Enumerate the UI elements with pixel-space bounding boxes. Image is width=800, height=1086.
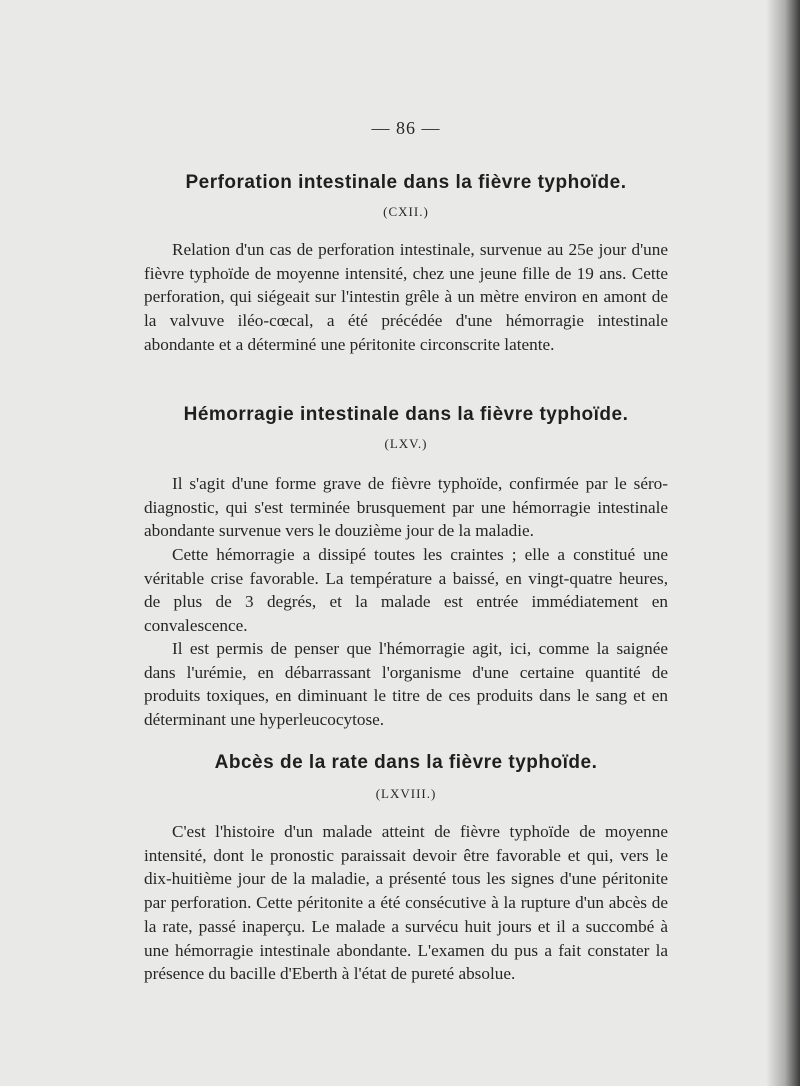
page-edge-shadow <box>766 0 800 1086</box>
paragraph: Cette hémorragie a dissipé toutes les craintes ; elle a constitué une véritable crise favorable. La température a baissé, en vingt-quatre heures, de plus de 3 degrés, et la malade est entrée immédiatement en convalescence. <box>144 545 668 636</box>
paragraph: Relation d'un cas de perforation intestinale, survenue au 25e jour d'une fièvre typhoïde de moyenne intensité, chez une jeune fille de 19 ans. Cette perforation, qui siégeait sur l'intestin grêle à un mètre environ en amont de la valvuve iléo-cœcal, a été précédée d'une hémorragie intestinale abondante et a déterminé une péritonite circonscrite latente. <box>144 240 668 354</box>
section-title: Perforation intestinale dans la fièvre typhoïde. <box>185 172 627 193</box>
paragraph: Il s'agit d'une forme grave de fièvre typhoïde, confirmée par le séro-diagnostic, qui s'est terminée brusquement par une hémorragie intestinale abondante survenue vers le douzième jour de la maladie. <box>144 474 668 541</box>
section-reference: (LXV.) <box>384 436 428 451</box>
paragraph: C'est l'histoire d'un malade atteint de fièvre typhoïde de moyenne intensité, dont le pronostic paraissait devoir être favorable et qui, vers le dix-huitième jour de la maladie, a présenté tous les signes d'une péritonite par perforation. Cette péritonite a été consécutive à la rupture d'un abcès de la rate, passé inaperçu. Le malade a survécu huit jours et il a succombé à une hémorragie intestinale abondante. L'examen du pus a fait constater la présence du bacille d'Eberth à l'état de pureté absolue. <box>144 822 668 984</box>
page-number: — 86 — <box>371 118 441 138</box>
section-title: Hémorragie intestinale dans la fièvre typhoïde. <box>183 404 629 425</box>
section-reference: (LXVIII.) <box>375 786 437 801</box>
section-reference: (CXII.) <box>383 204 429 219</box>
paragraph: Il est permis de penser que l'hémorragie agit, ici, comme la saignée dans l'urémie, en débarrassant l'organisme d'une certaine quantité de produits toxiques, en diminuant le titre de ces produits dans le sang et en déterminant une hyperleucocytose. <box>144 639 668 730</box>
section-title: Abcès de la rate dans la fièvre typhoïde. <box>214 752 598 773</box>
